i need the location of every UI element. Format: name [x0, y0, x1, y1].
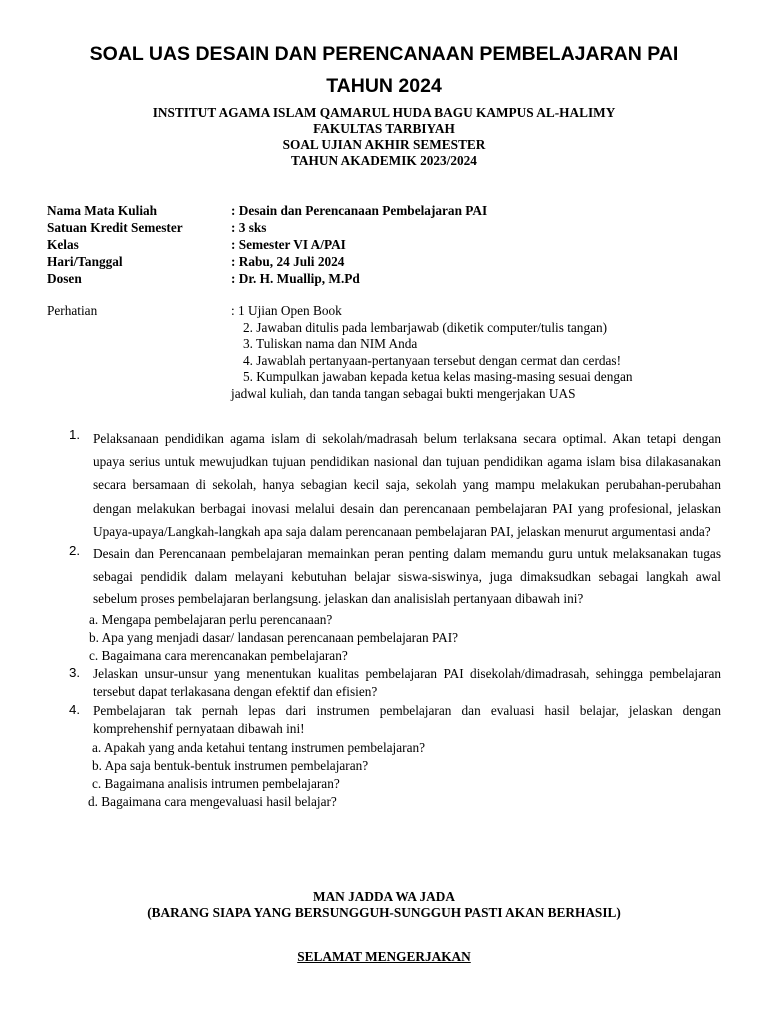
- instruction-item: : 1 Ujian Open Book: [231, 303, 342, 318]
- question-number: 4.: [69, 701, 81, 717]
- institution-header: [60, 105, 708, 169]
- info-value: : Rabu, 24 Juli 2024: [231, 254, 345, 269]
- academic-year: TAHUN AKADEMIK 2023/2024: [291, 153, 477, 168]
- info-value: : Semester VI A/PAI: [231, 237, 346, 252]
- info-value: : 3 sks: [231, 220, 267, 235]
- course-info: [47, 202, 487, 287]
- info-row-credits: [47, 219, 487, 236]
- faculty-name: FAKULTAS TARBIYAH: [313, 121, 455, 136]
- sub-question: a. Apakah yang anda ketahui tentang instrumen pembelajaran?: [92, 739, 426, 755]
- question-text: Desain dan Perencanaan pembelajaran memainkan peran penting dalam memandu guru untuk melaksanakan tugas sebagai pendidik dalam melayani kebutuhan belajar siswa-siswinya, juga dimaksudkan sebagai langkah awal sebelum proses pembelajaran berlangsung. jelaskan dan analisislah pertanyaan dibawah ini?: [93, 546, 721, 607]
- sub-question-list: [89, 611, 721, 665]
- question-text: Pelaksanaan pendidikan agama islam di sekolah/madrasah belum terlaksana secara optimal. Akan tetapi dengan upaya serius untuk mewujudkan tujuan pendidikan nasional dan tujuan pendidikan agama islam bisa dilakasanakan secara bersamaan di sekolah, hanya sebagian kecil saja, sekolah yang mampu melakukan perubahan-perubahan dengan melakukan berbagai inovasi melalui desain dan perencanaan pembelajaran PAI yang profesional, jelaskan Upaya-upaya/Langkah-langkah apa saja dalam perencanaan pembelajaran PAI, jelaskan menurut argumentasi anda?: [93, 431, 721, 539]
- question-number: 2.: [69, 543, 81, 559]
- question-4: [65, 702, 721, 811]
- motto-translation: (BARANG SIAPA YANG BERSUNGGUH-SUNGGUH PASTI AKAN BERHASIL): [147, 905, 621, 920]
- institution-name: INSTITUT AGAMA ISLAM QAMARUL HUDA BAGU KAMPUS AL-HALIMY: [152, 105, 616, 120]
- exam-name: SOAL UJIAN AKHIR SEMESTER: [282, 137, 486, 152]
- instructions-label: Perhatian: [47, 303, 98, 318]
- instruction-item: jadwal kuliah, dan tanda tangan sebagai bukti mengerjakan UAS: [231, 385, 576, 401]
- instruction-item: 4. Jawablah pertanyaan-pertanyaan tersebut dengan cermat dan cerdas!: [243, 352, 622, 368]
- closing-greeting: SELAMAT MENGERJAKAN: [297, 949, 471, 964]
- info-label: Satuan Kredit Semester: [47, 220, 183, 235]
- question-number: 1.: [69, 427, 81, 442]
- info-row-class: [47, 236, 487, 253]
- title-line-2: TAHUN 2024: [326, 75, 442, 97]
- sub-question: b. Apa saja bentuk-bentuk instrumen pembelajaran?: [92, 757, 369, 773]
- sub-question: a. Mengapa pembelajaran perlu perencanaan?: [89, 611, 333, 627]
- info-row-course: [47, 202, 487, 219]
- info-label: Dosen: [47, 271, 82, 286]
- question-text: Pembelajaran tak pernah lepas dari instrumen pembelajaran dan evaluasi hasil belajar, jelaskan dengan komprehenshif pernyataan dibawah ini!: [93, 702, 721, 737]
- instruction-item: 5. Kumpulkan jawaban kepada ketua kelas masing-masing sesuai dengan: [243, 369, 633, 384]
- question-list: [65, 427, 721, 811]
- info-row-date: [47, 253, 487, 270]
- question-number: 3.: [69, 664, 81, 680]
- sub-question: c. Bagaimana analisis intrumen pembelajaran?: [92, 775, 340, 791]
- sub-question-list: [88, 739, 721, 811]
- motto-line: MAN JADDA WA JADA: [313, 889, 455, 904]
- closing-motto: [60, 889, 708, 921]
- question-3: [65, 665, 721, 702]
- question-text: Jelaskan unsur-unsur yang menentukan kualitas pembelajaran PAI disekolah/dimadrasah, sehingga pembelajaran tersebut dapat terlakasana dengan efektif dan efisien?: [93, 665, 721, 700]
- question-2: [65, 543, 721, 665]
- instruction-item: 2. Jawaban ditulis pada lembarjawab (diketik computer/tulis tangan): [243, 319, 608, 335]
- info-value: : Dr. H. Muallip, M.Pd: [231, 271, 360, 286]
- info-value: : Desain dan Perencanaan Pembelajaran PAI: [231, 203, 488, 218]
- info-label: Hari/Tanggal: [47, 254, 123, 269]
- sub-question: b. Apa yang menjadi dasar/ landasan perencanaan pembelajaran PAI?: [89, 629, 459, 645]
- sub-question: c. Bagaimana cara merencanakan pembelajaran?: [89, 647, 348, 663]
- info-row-lecturer: [47, 270, 487, 287]
- info-label: Kelas: [47, 237, 79, 252]
- info-label: Nama Mata Kuliah: [47, 203, 158, 218]
- sub-question: d. Bagaimana cara mengevaluasi hasil belajar?: [88, 793, 337, 809]
- instruction-item: 3. Tuliskan nama dan NIM Anda: [243, 336, 418, 351]
- instructions-list: [231, 303, 731, 402]
- page-title: [20, 38, 748, 102]
- question-1: [65, 427, 721, 543]
- title-line-1: SOAL UAS DESAIN DAN PERENCANAAN PEMBELAJARAN PAI: [89, 43, 679, 65]
